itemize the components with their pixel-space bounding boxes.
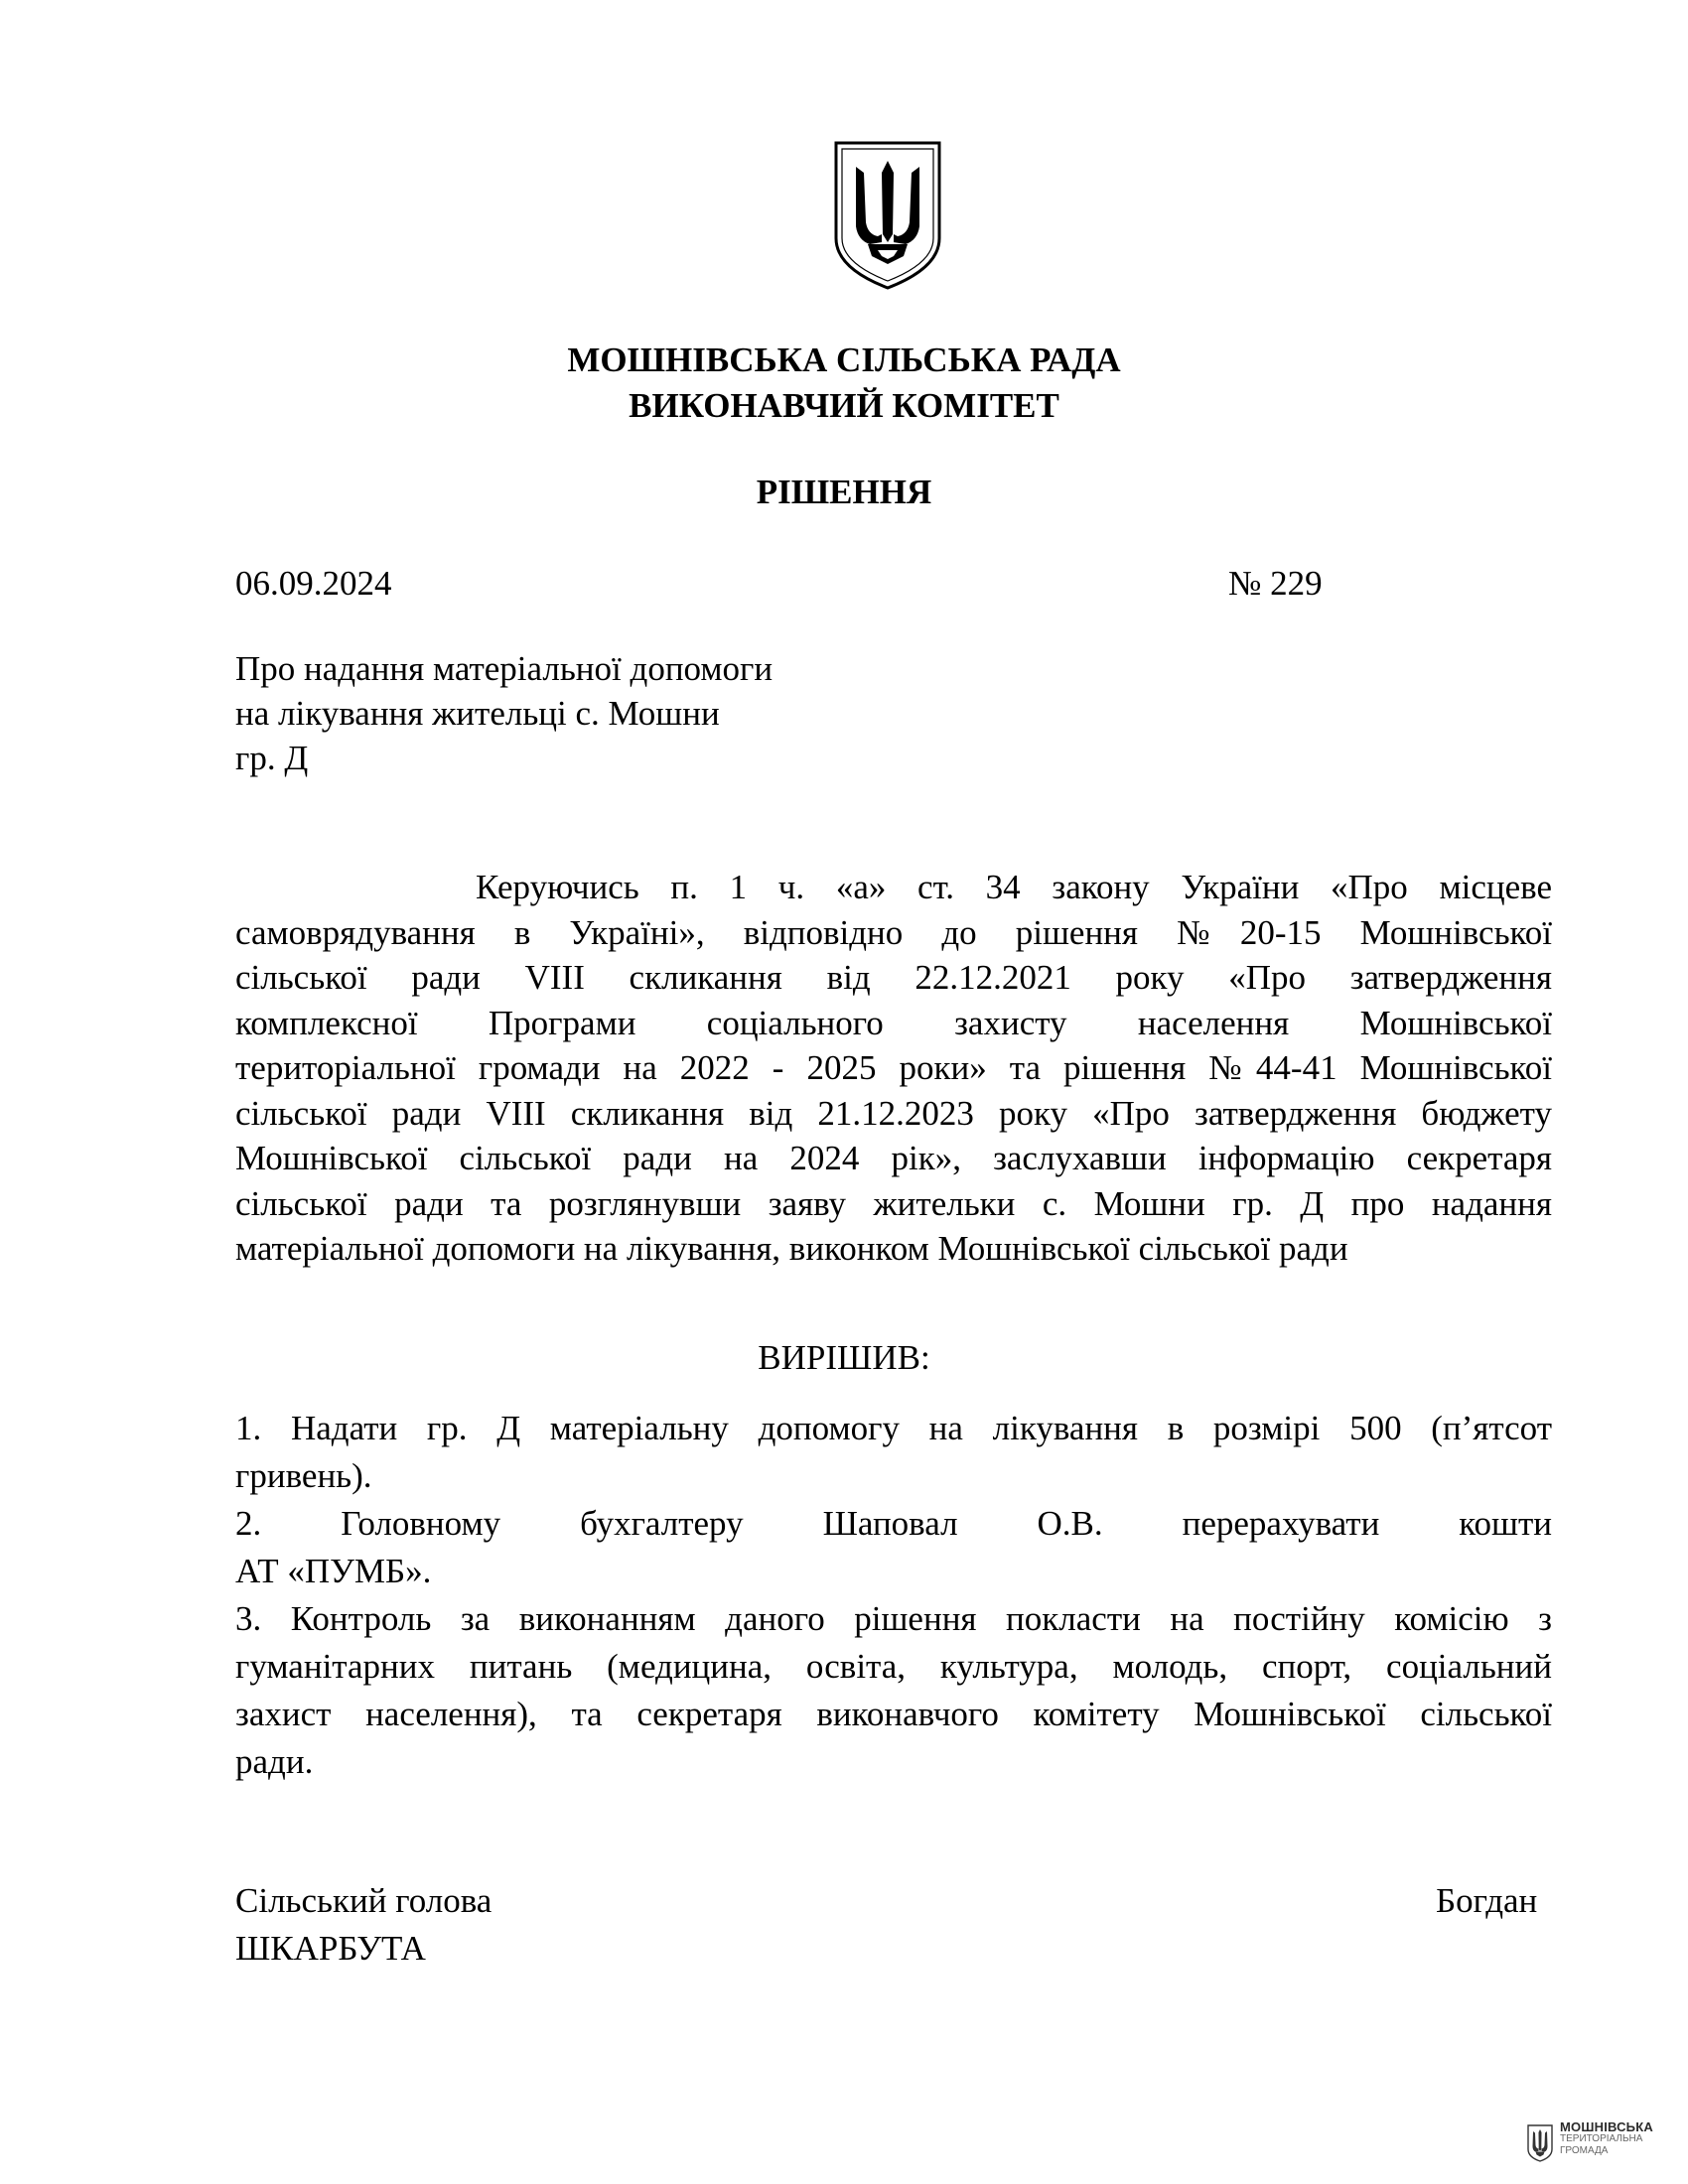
- decision-number: № 229: [1228, 564, 1323, 603]
- preamble-line: Мошнівської сільської ради на 2024 рік», заслухавши інформацію секретаря: [235, 1139, 1552, 1177]
- preamble-line: сільської ради VIII скликання від 22.12.2021 року «Про затвердження: [235, 958, 1552, 997]
- signatory-first-name: Богдан: [1436, 1881, 1538, 1920]
- item-line: 1. Надати гр. Д матеріальну допомогу на лікування в розмірі 500 (п’ятсот: [235, 1409, 1552, 1447]
- tryzub-logo-icon: [1526, 2123, 1554, 2163]
- committee-name: ВИКОНАВЧИЙ КОМІТЕТ: [629, 386, 1059, 425]
- council-name: МОШНІВСЬКА СІЛЬСЬКА РАДА: [567, 341, 1121, 379]
- item-line: гуманітарних питань (медицина, освіта, культура, молодь, спорт, соціальний: [235, 1647, 1552, 1686]
- community-logo: [1526, 2119, 1685, 2167]
- preamble-line: сільської ради та розглянувши заяву жительки с. Мошни гр. Д про надання: [235, 1183, 1552, 1223]
- coat-of-arms-icon: [832, 139, 943, 292]
- decision-items: [235, 1405, 1552, 1786]
- decision-item-3: [235, 1595, 1552, 1786]
- resolved-heading: ВИРІШИВ:: [758, 1338, 930, 1377]
- signatory-surname: ШКАРБУТА: [235, 1929, 426, 1968]
- preamble-line: матеріальної допомоги на лікування, виконком Мошнівської сільської ради: [235, 1229, 1348, 1268]
- item-line: гривень).: [235, 1456, 372, 1495]
- item-line: АТ «ПУМБ».: [235, 1552, 432, 1590]
- preamble-line: комплексної Програми соціального захисту населення Мошнівської: [235, 1003, 1552, 1042]
- subject-line: гр. Д: [235, 739, 309, 777]
- logo-line: ГРОМАДА: [1560, 2145, 1609, 2156]
- item-line: захист населення), та секретаря виконавчого комітету Мошнівської сільської: [235, 1695, 1552, 1733]
- preamble-line: територіальної громади на 2022 - 2025 роки» та рішення №44-41 Мошнівської: [235, 1048, 1552, 1087]
- logo-line: МОШНІВСЬКА: [1560, 2119, 1653, 2134]
- item-line: ради.: [235, 1742, 314, 1781]
- subject-line: Про надання матеріальної допомоги: [235, 649, 774, 688]
- decision-date: 06.09.2024: [235, 564, 392, 603]
- signatory-position: Сільський голова: [235, 1881, 492, 1920]
- decision-item-1: [235, 1405, 1552, 1500]
- decision-subject: [235, 646, 773, 780]
- preamble-paragraph: [235, 865, 1552, 1272]
- signature-block: [235, 1877, 492, 1973]
- preamble-line: самоврядування в Україні», відповідно до рішення №20-15 Мошнівської: [235, 912, 1552, 952]
- subject-line: на лікування жительці с. Мошни: [235, 694, 720, 733]
- item-line: 2. Головному бухгалтеру Шаповал О.В. перерахувати кошти: [235, 1504, 1552, 1543]
- preamble-line: Керуючись п. 1 ч. «а» ст. 34 закону України «Про місцеве: [476, 868, 1552, 906]
- preamble-line: сільської ради VIII скликання від 21.12.2023 року «Про затвердження бюджету: [235, 1093, 1552, 1133]
- item-line: 3. Контроль за виконанням даного рішення покласти на постійну комісію з: [235, 1599, 1552, 1638]
- decision-item-2: [235, 1500, 1552, 1595]
- logo-line: ТЕРИТОРІАЛЬНА: [1560, 2133, 1643, 2144]
- document-type-title: РІШЕННЯ: [756, 473, 932, 511]
- logo-text: [1560, 2121, 1653, 2157]
